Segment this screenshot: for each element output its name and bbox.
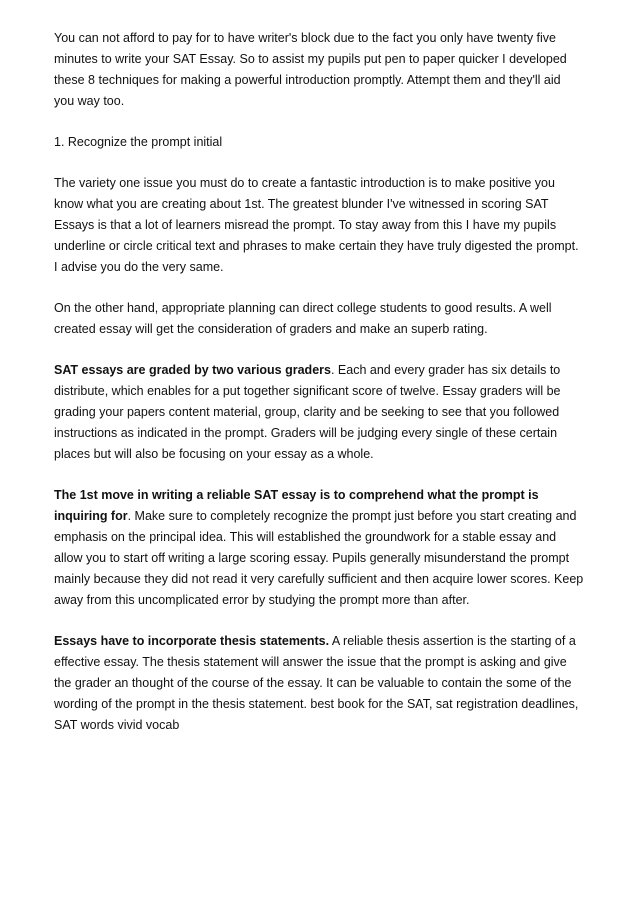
thesis-body: A reliable thesis assertion is the starting of a effective essay. The thesis statement will answer the issue that the prompt is asking and give the grader an thought of the course of the essay. It can be valuable to contain the some of the wording of the prompt in the thesis statement. best book for the SAT, sat registration deadlines, SAT words vivid vocab xyxy=(54,634,579,732)
intro-paragraph: You can not afford to pay for to have writer's block due to the fact you only have twenty five minutes to write your SAT Essay. So to assist my pupils put pen to paper quicker I developed these 8 techniques for making a powerful introduction promptly. Attempt them and they'll aid you way too. xyxy=(54,31,567,108)
first-move-lead: The 1st move in writing a reliable SAT essay is to comprehend what the prompt is inquiring for xyxy=(54,488,539,523)
planning-paragraph: On the other hand, appropriate planning can direct college students to good results. A well created essay will get the consideration of graders and make an superb rating. xyxy=(54,301,552,336)
thesis-paragraph xyxy=(54,631,584,736)
first-move-body: . Make sure to completely recognize the prompt just before you start creating and emphasis on the principal idea. This will established the groundwork for a stable essay and allow you to start off writing a large scoring essay. Pupils generally misunderstand the prompt mainly because they did not read it very carefully sufficient and then acquire lower scores. Keep away from this uncomplicated error by studying the prompt more than after. xyxy=(54,509,584,607)
graders-paragraph xyxy=(54,360,584,465)
first-move-paragraph xyxy=(54,485,584,611)
graders-lead: SAT essays are graded by two various graders xyxy=(54,363,331,377)
thesis-lead: Essays have to incorporate thesis statements. xyxy=(54,634,330,648)
graders-body: . Each and every grader has six details to distribute, which enables for a put together significant score of twelve. Essay graders will be grading your papers content material, group, clarity and be seeking to see that you followed instructions as indicated in the prompt. Graders will be judging every single of these certain places but will also be focusing on your essay as a whole. xyxy=(54,363,561,461)
document-page xyxy=(54,28,584,756)
section-heading: 1. Recognize the prompt initial xyxy=(54,135,223,149)
variety-paragraph: The variety one issue you must do to create a fantastic introduction is to make positive you know what you are creating about 1st. The greatest blunder I've witnessed in scoring SAT Essays is that a lot of learners misread the prompt. To stay away from this I have my pupils underline or circle critical text and phrases to make certain they have truly digested the prompt. I advise you do the very same. xyxy=(54,176,579,274)
